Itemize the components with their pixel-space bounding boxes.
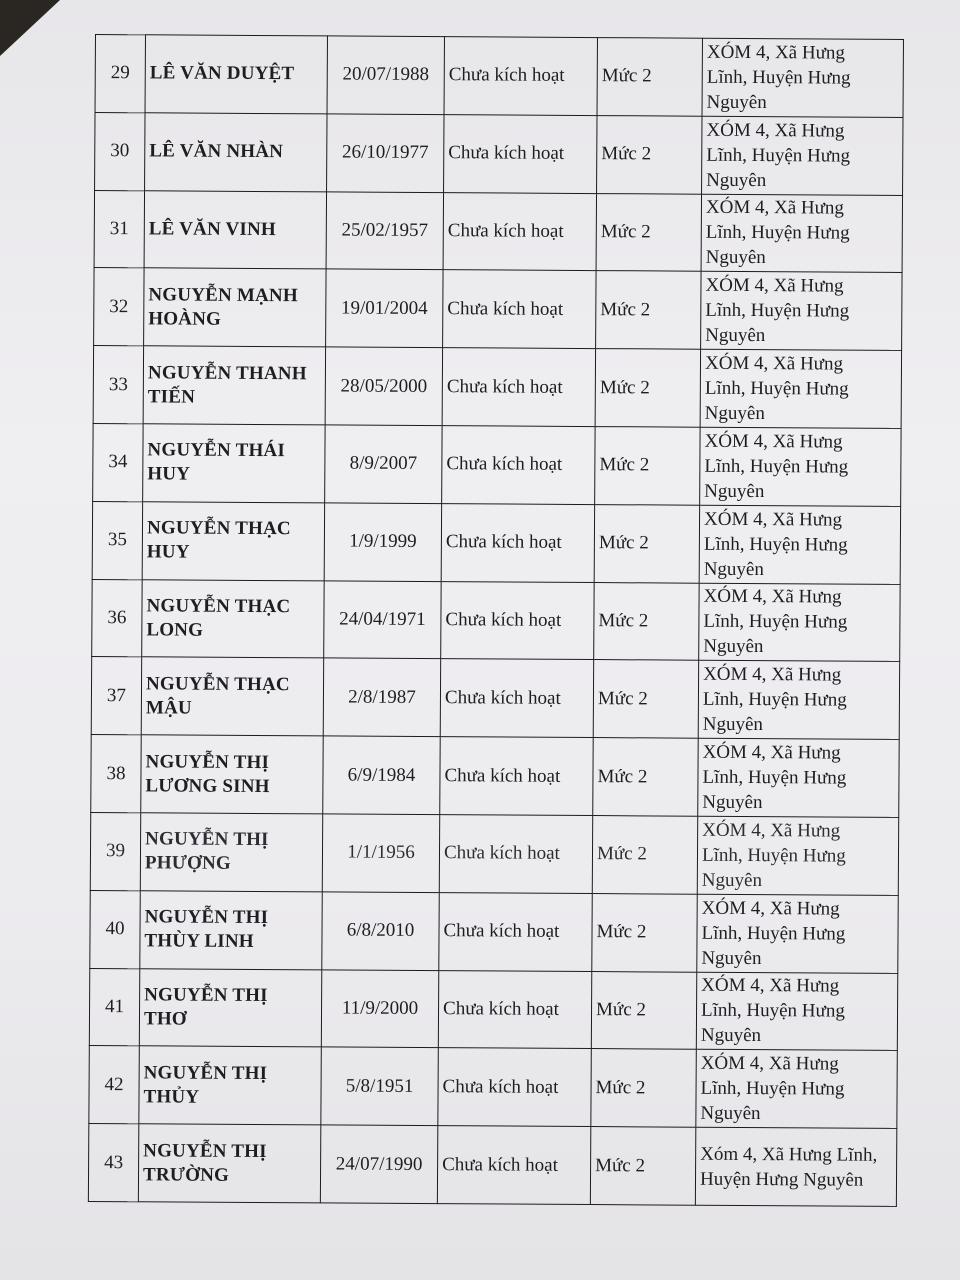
id-level: Mức 2 [597, 38, 702, 116]
date-of-birth: 26/10/1977 [327, 114, 444, 193]
full-name [139, 1046, 321, 1125]
address-line-2: Lĩnh, Huyện Hưng [706, 144, 851, 167]
date-of-birth: 8/9/2007 [325, 425, 442, 504]
address-line-2: Lĩnh, Huyện Hưng [703, 533, 848, 556]
activation-status: Chưa kích hoạt [444, 114, 597, 193]
full-name-line-1: NGUYỄN THANH [147, 361, 307, 384]
address-line-1: XÓM 4, Xã Hưng [703, 586, 842, 609]
background-corner [0, 0, 60, 56]
activation-status: Chưa kích hoạt [440, 737, 593, 816]
row-number: 33 [93, 346, 143, 424]
full-name-line-1: LÊ VĂN NHÀN [149, 140, 284, 163]
address-line-1: XÓM 4, Xã Hưng [703, 663, 842, 686]
id-level: Mức 2 [597, 115, 702, 193]
full-name [145, 113, 327, 192]
address [698, 661, 899, 740]
full-name-line-2: THƠ [143, 1008, 187, 1030]
activation-status: Chưa kích hoạt [437, 1126, 590, 1205]
address [699, 505, 900, 584]
full-name-line-2: HOÀNG [148, 308, 222, 330]
full-name-line-1: NGUYỄN THẠC [146, 517, 291, 540]
id-level: Mức 2 [594, 504, 699, 582]
address-line-2: Lĩnh, Huyện Hưng [701, 844, 846, 867]
address-line-1: XÓM 4, Xã Hưng [703, 508, 843, 531]
activation-status: Chưa kích hoạt [438, 970, 591, 1049]
address-line-1: XÓM 4, Xã Hưng [704, 430, 843, 453]
full-name-line-2: PHƯỢNG [144, 852, 231, 875]
table-row [93, 346, 901, 429]
date-of-birth: 24/07/1990 [320, 1125, 437, 1204]
address [701, 272, 902, 351]
table-row [91, 735, 899, 818]
address-line-3: Nguyên [705, 325, 766, 347]
table-row [94, 268, 902, 351]
full-name-line-1: LÊ VĂN DUYỆT [149, 62, 295, 85]
id-level: Mức 2 [593, 738, 698, 816]
full-name [141, 657, 323, 736]
address-line-3: Nguyên [701, 869, 763, 891]
activation-status: Chưa kích hoạt [441, 503, 594, 582]
row-number: 37 [91, 657, 141, 735]
date-of-birth: 2/8/1987 [323, 658, 440, 737]
row-number: 39 [90, 812, 140, 890]
row-number: 31 [94, 190, 144, 268]
activation-status: Chưa kích hoạt [438, 1048, 591, 1127]
roster-table [88, 34, 904, 1207]
full-name-line-2: MẬU [145, 697, 192, 719]
address-line-2: Lĩnh, Huyện Hưng [703, 611, 848, 634]
full-name-line-1: NGUYỄN THẠC [145, 673, 290, 695]
table-row [90, 890, 898, 973]
full-name-line-1: NGUYỄN THẠC [146, 595, 291, 618]
full-name [142, 579, 324, 658]
address [699, 583, 900, 662]
full-name-line-2: HUY [146, 541, 190, 563]
activation-status: Chưa kích hoạt [439, 892, 592, 971]
full-name-line-1: NGUYỄN MẠNH [148, 284, 298, 307]
full-name [140, 891, 322, 970]
id-level: Mức 2 [592, 893, 697, 971]
full-name-line-1: LÊ VĂN VINH [148, 218, 277, 241]
table-row [88, 1124, 896, 1207]
address [698, 738, 899, 817]
activation-status: Chưa kích hoạt [441, 581, 594, 660]
full-name [140, 813, 322, 892]
date-of-birth: 20/07/1988 [327, 36, 444, 115]
full-name [145, 35, 327, 114]
id-level: Mức 2 [591, 1049, 696, 1127]
full-name-line-1: NGUYỄN THỊ [144, 984, 268, 1007]
full-name-line-2: TIẾN [147, 385, 196, 408]
full-name [144, 268, 326, 347]
table-row [92, 501, 900, 584]
address-line-3: Nguyên [706, 91, 767, 113]
date-of-birth: 25/02/1957 [326, 192, 443, 271]
date-of-birth: 28/05/2000 [325, 347, 442, 426]
table-row [91, 657, 899, 740]
full-name [144, 190, 326, 269]
id-level: Mức 2 [590, 1127, 695, 1205]
address [697, 894, 898, 973]
date-of-birth: 11/9/2000 [321, 969, 438, 1048]
full-name [141, 735, 323, 814]
address-line-1: XÓM 4, Xã Hưng [706, 41, 845, 64]
full-name-line-1: NGUYỄN THỊ [143, 1062, 268, 1084]
table-row [89, 968, 897, 1051]
full-name-line-2: LƯƠNG SINH [145, 774, 270, 797]
row-number: 41 [89, 968, 139, 1046]
activation-status: Chưa kích hoạt [443, 192, 596, 271]
row-number: 29 [95, 35, 145, 113]
address-line-1: XÓM 4, Xã Hưng [702, 819, 841, 842]
address-line-3: Nguyên [703, 636, 764, 658]
id-level: Mức 2 [595, 349, 700, 427]
address-line-2: Lĩnh, Huyện Hưng [706, 66, 851, 89]
address-line-2: Lĩnh, Huyện Hưng [704, 377, 849, 400]
address [702, 38, 903, 117]
address-line-3: Nguyên [700, 1025, 762, 1047]
full-name [143, 346, 325, 425]
address-line-2: Lĩnh, Huyện Hưng [704, 455, 849, 478]
address-line-3: Nguyên [702, 791, 763, 814]
activation-status: Chưa kích hoạt [442, 348, 595, 427]
address [696, 1050, 897, 1129]
address [700, 427, 901, 506]
row-number: 40 [90, 890, 140, 968]
address-line-3: Nguyên [700, 1102, 761, 1125]
address-line-1: XÓM 4, Xã Hưng [702, 741, 841, 764]
address [700, 349, 901, 428]
address-line-2: Huyện Hưng Nguyên [699, 1168, 864, 1191]
address-line-2: Lĩnh, Huyện Hưng [705, 300, 850, 322]
activation-status: Chưa kích hoạt [443, 270, 596, 349]
address-line-1: XÓM 4, Xã Hưng [706, 119, 845, 142]
table-row [92, 579, 900, 662]
address-line-3: Nguyên [706, 169, 767, 191]
full-name [138, 1124, 320, 1203]
date-of-birth: 6/8/2010 [322, 892, 439, 971]
id-level: Mức 2 [592, 816, 697, 894]
full-name-line-1: NGUYỄN THỊ [145, 750, 270, 773]
address-line-1: XÓM 4, Xã Hưng [704, 352, 844, 375]
row-number: 32 [94, 268, 144, 346]
activation-status: Chưa kích hoạt [444, 37, 597, 116]
address-line-1: XÓM 4, Xã Hưng [705, 197, 845, 220]
address-line-1: XÓM 4, Xã Hưng [701, 897, 840, 920]
address [702, 116, 903, 195]
id-level: Mức 2 [594, 582, 699, 660]
date-of-birth: 19/01/2004 [326, 269, 443, 348]
row-number: 30 [95, 112, 145, 190]
table-row [95, 112, 903, 195]
full-name-line-2: THỦY [143, 1086, 200, 1108]
activation-status: Chưa kích hoạt [439, 815, 592, 894]
address-line-2: Lĩnh, Huyện Hưng [700, 1077, 845, 1100]
full-name-line-1: NGUYỄN THỊ [143, 1139, 267, 1162]
address-line-3: Nguyên [701, 947, 762, 969]
full-name-line-1: NGUYỄN THỊ [144, 906, 269, 929]
address-line-3: Nguyên [704, 402, 765, 425]
table-row [89, 1046, 897, 1129]
address-line-3: Nguyên [705, 247, 766, 269]
id-level: Mức 2 [591, 971, 696, 1049]
address-line-1: XÓM 4, Xã Hưng [705, 275, 844, 297]
full-name-line-2: THÙY LINH [144, 930, 254, 953]
activation-status: Chưa kích hoạt [440, 659, 593, 738]
row-number: 38 [91, 735, 141, 813]
date-of-birth: 6/9/1984 [323, 736, 440, 815]
address-line-3: Nguyên [704, 480, 765, 502]
id-level: Mức 2 [593, 660, 698, 738]
address-line-2: Lĩnh, Huyện Hưng [702, 766, 847, 789]
address-line-3: Nguyên [702, 713, 764, 736]
full-name-line-1: NGUYỄN THỊ [145, 828, 269, 851]
full-name [143, 424, 325, 503]
address-line-1: Xóm 4, Xã Hưng Lĩnh, [700, 1143, 878, 1166]
table-row [94, 190, 902, 273]
address [697, 816, 898, 895]
date-of-birth: 1/9/1999 [324, 503, 441, 582]
row-number: 42 [89, 1046, 139, 1124]
full-name-line-1: NGUYỄN THÁI [147, 439, 286, 462]
table-row [93, 423, 901, 506]
date-of-birth: 5/8/1951 [321, 1047, 438, 1126]
row-number: 36 [92, 579, 142, 657]
id-level: Mức 2 [596, 271, 701, 349]
address-line-2: Lĩnh, Huyện Hưng [705, 222, 850, 245]
address [701, 194, 902, 273]
address [696, 972, 897, 1051]
id-level: Mức 2 [596, 193, 701, 271]
row-number: 35 [92, 501, 142, 579]
full-name-line-2: LONG [146, 619, 204, 641]
address-line-1: XÓM 4, Xã Hưng [700, 1052, 839, 1075]
row-number: 43 [88, 1124, 138, 1202]
address [695, 1127, 896, 1206]
full-name [142, 502, 324, 581]
address-line-2: Lĩnh, Huyện Hưng [701, 922, 846, 945]
date-of-birth: 24/04/1971 [324, 580, 441, 659]
id-level: Mức 2 [595, 427, 700, 505]
address-line-1: XÓM 4, Xã Hưng [701, 975, 840, 998]
full-name [139, 968, 321, 1047]
address-line-2: Lĩnh, Huyện Hưng [702, 688, 847, 711]
full-name-line-2: TRƯỜNG [142, 1163, 230, 1186]
full-name-line-2: HUY [147, 463, 191, 485]
date-of-birth: 1/1/1956 [322, 814, 439, 893]
activation-status: Chưa kích hoạt [442, 426, 595, 505]
table-row [90, 812, 898, 895]
address-line-3: Nguyên [703, 558, 764, 580]
row-number: 34 [93, 423, 143, 501]
address-line-2: Lĩnh, Huyện Hưng [700, 1000, 845, 1023]
table-row [95, 35, 903, 118]
